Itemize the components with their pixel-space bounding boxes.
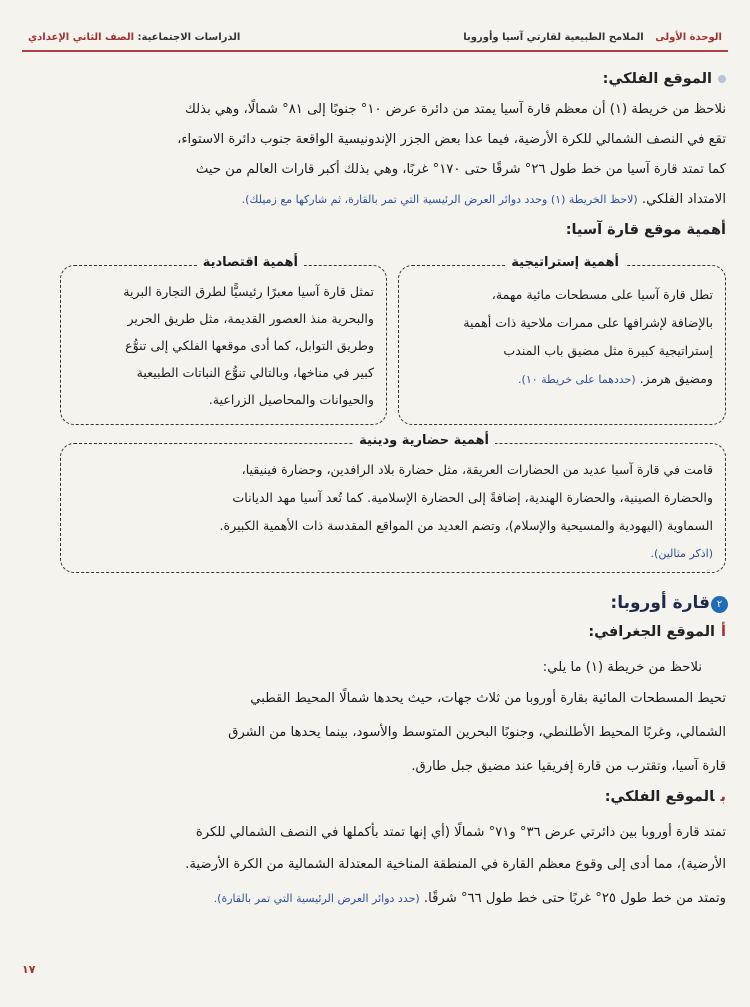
strategic-title: أهمية إستراتيجية (505, 255, 625, 270)
section-number-badge: ٢ (711, 596, 728, 613)
header-subject-grade (28, 32, 240, 43)
civil-box (60, 433, 726, 573)
europe-geo-line-3: قارة آسيا، وتقترب من قارة إفريقيا عند مضيق جبل طارق. (411, 759, 726, 774)
strategic-line-4 (409, 365, 713, 394)
header-grade: الصف الثاني الإعدادي (28, 32, 135, 43)
europe-astro-last-line: وتمتد من خط طول ٢٥° غربًا حتى خط طول ٦٦° شرقًا. (423, 891, 726, 906)
header-unit-lesson (463, 32, 722, 43)
europe-astro-line-1: تمتد قارة أوروبا بين دائرتي عرض ٣٦° و٧١° شمالًا (أي إنها تمتد بأكملها في النصف الشمالي للكرة (195, 825, 726, 840)
economic-box (60, 255, 387, 425)
bullet-icon (718, 75, 726, 83)
economic-line-1: تمثل قارة آسيا معبرًا رئيسيًّا لطرق التجارة البرية (123, 284, 374, 299)
strategic-line-3: إستراتيجية كبيرة مثل مضيق باب المندب (503, 343, 713, 358)
europe-astro-line-3 (26, 884, 726, 914)
europe-geo-heading: أالموقع الجغرافي: (588, 624, 726, 640)
europe-geo-letter: أ (721, 624, 726, 640)
asia-astro-heading: الموقع الفلكي: (603, 71, 726, 87)
europe-astro-heading: بالموقع الفلكي: (604, 789, 726, 805)
header-subject: الدراسات الاجتماعية: (137, 32, 241, 43)
page-header (22, 28, 728, 50)
europe-geo-line-2: الشمالي، وغربًا المحيط الأطلنطي، وجنوبًا البحرين المتوسط والأسود، بينما يحدها من الشرق (228, 725, 726, 740)
europe-astro-line-2: الأرضية)، مما أدى إلى وقوع معظم القارة في المنطقة المناخية المعتدلة الشمالية من الكرة الأرضية. (185, 857, 726, 872)
asia-astro-last-line: الامتداد الفلكي. (641, 192, 726, 207)
economic-line-5: والحيوانات والمحاصيل الزراعية. (208, 392, 374, 407)
header-lesson: الملامح الطبيعية لقارتي آسيا وأوروبا (463, 32, 644, 43)
strategic-note: (حددهما على خريطة ١٠). (518, 373, 636, 386)
civil-note: (اذكر مثالين). (650, 547, 713, 560)
strategic-box (398, 255, 726, 425)
civil-line-1: قامت في قارة آسيا عديد من الحضارات العريقة، مثل حضارة بلاد الرافدين، وحضارة فينيقيا، (241, 462, 713, 477)
strategic-line-2: بالإضافة لإشرافها على ممرات ملاحية ذات أهمية (463, 315, 713, 330)
strategic-line-1: تطل قارة آسيا على مسطحات مائية مهمة، (491, 287, 713, 302)
europe-title: قارة أوروبا: (610, 593, 710, 613)
header-divider (22, 50, 728, 52)
asia-astro-line-1: نلاحظ من خريطة (١) أن معظم قارة آسيا يمتد من دائرة عرض ١٠° جنوبًا إلى ٨١° شمالًا، وهي بذلك (185, 102, 726, 117)
civil-line-2: والحضارة الصينية، والحضارة الهندية، إضافةً إلى الحضارة الإسلامية. كما تُعد آسيا مهد الديانات (232, 490, 713, 505)
economic-title: أهمية اقتصادية (197, 255, 304, 270)
civil-line-3: السماوية (اليهودية والمسيحية والإسلام)، وتضم العديد من المواقع المقدسة ذات الأهمية الكبيرة. (219, 518, 713, 533)
europe-astro-note: (حدد دوائر العرض الرئيسية التي تمر بالقارة). (213, 892, 420, 905)
economic-line-4: كبير في مناخها، وبالتالي تنوُّع النباتات الطبيعية (136, 365, 374, 380)
asia-astro-line-4 (26, 185, 726, 215)
asia-astro-line-3: كما تمتد قارة آسيا من خط طول ٢٦° شرقًا حتى ١٧٠° غربًا، وهي بذلك أكبر قارات العالم من حيث (195, 162, 726, 177)
strategic-last-line: ومضيق هرمز. (639, 371, 713, 386)
europe-geo-line-1: تحيط المسطحات المائية بقارة أوروبا من ثلاث جهات، حيث يحدها شمالًا المحيط القطبي (250, 691, 726, 706)
economic-line-3: وطريق التوابل، كما أدى موقعها الفلكي إلى تنوُّع (125, 338, 374, 353)
asia-astro-note: (لاحظ الخريطة (١) وحدد دوائر العرض الرئيسية التي تمر بالقارة، ثم شاركها مع زميلك). (241, 193, 638, 206)
page-number: ١٧ (22, 963, 36, 976)
asia-astro-line-2: تقع في النصف الشمالي للكرة الأرضية، فيما عدا بعض الجزر الإندونيسية الواقعة جنوب دائرة الاستواء، (177, 132, 726, 147)
header-unit: الوحدة الأولى (655, 32, 722, 43)
importance-heading: أهمية موقع قارة آسيا: (565, 222, 726, 238)
europe-geo-intro: نلاحظ من خريطة (١) ما يلي: (542, 660, 702, 675)
economic-line-2: والبحرية منذ العصور القديمة، مثل طريق الحرير (127, 311, 374, 326)
europe-astro-letter: ب (720, 789, 726, 805)
civil-title: أهمية حضارية ودينية (353, 433, 495, 448)
